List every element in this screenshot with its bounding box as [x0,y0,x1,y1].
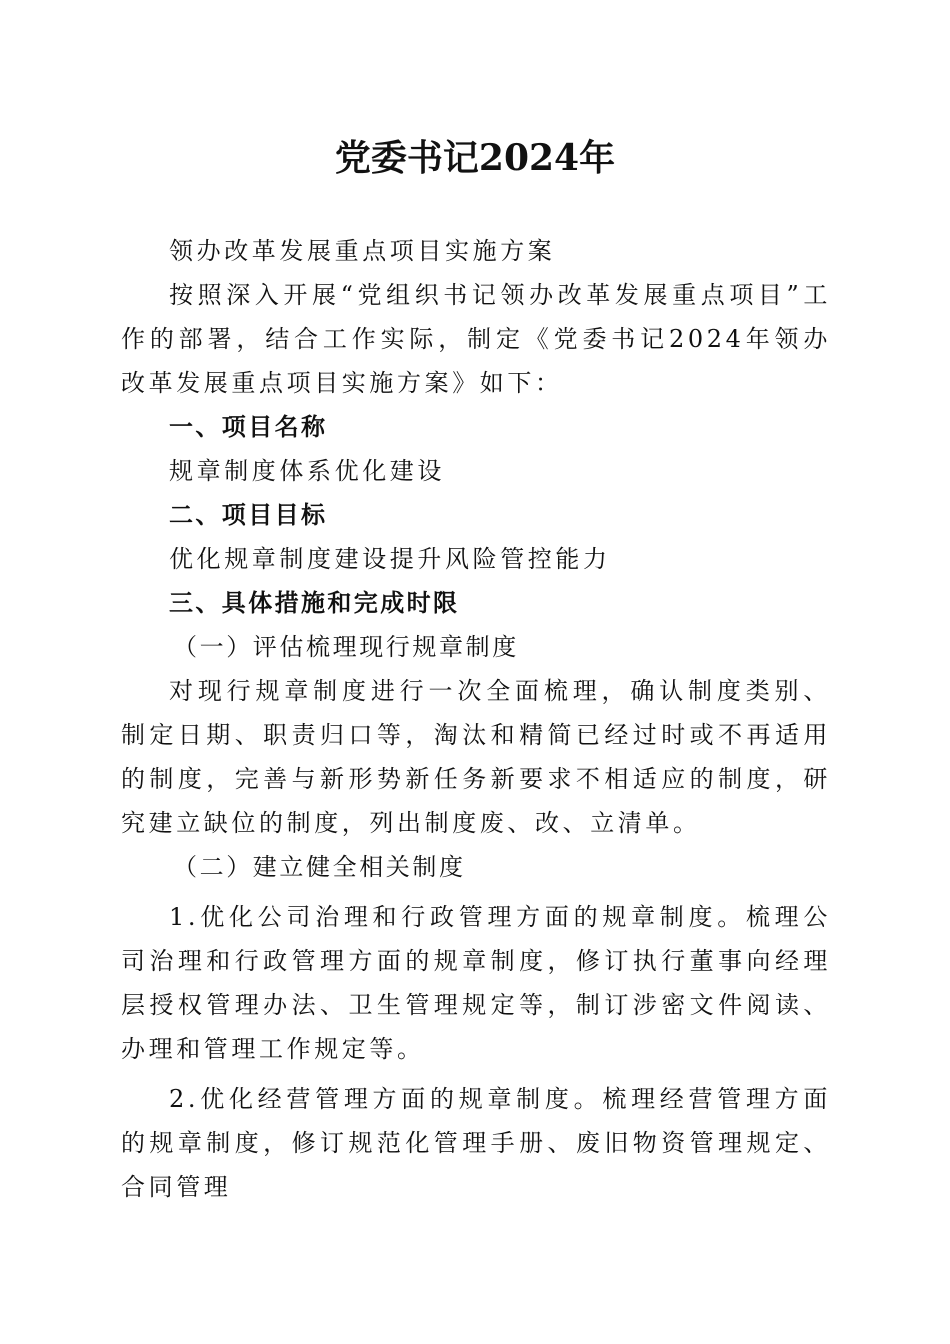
subtitle-paragraph: 领办改革发展重点项目实施方案 [169,237,556,265]
subsection-heading-2: （二）建立健全相关制度 [173,853,466,881]
section-heading-1: 一、项目名称 [169,413,328,441]
evaluation-paragraph: 对现行规章制度进行一次全面梳理，确认制度类别、制定日期、职责归口等，淘汰和精简已经过时或不再适用的制度，完善与新形势新任务新要求不相适应的制度，研究建立缺位的制度，列出制度废、改、立清单。 [121,677,831,837]
section-heading-3: 三、具体措施和完成时限 [169,589,460,617]
project-name-paragraph: 规章制度体系优化建设 [169,457,445,485]
subsection-heading-1: （一）评估梳理现行规章制度 [173,633,519,661]
intro-paragraph: 按照深入开展“党组织书记领办改革发展重点项目”工作的部署，结合工作实际，制定《党委书记2024年领办改革发展重点项目实施方案》如下： [121,281,831,397]
item-2-paragraph: 2.优化经营管理方面的规章制度。梳理经营管理方面的规章制度，修订规范化管理手册、废旧物资管理规定、合同管理 [121,1085,831,1201]
document-title: 党委书记2024年 [334,137,616,179]
section-heading-2: 二、项目目标 [169,501,328,529]
document-body [121,229,831,1209]
item-1-paragraph: 1.优化公司治理和行政管理方面的规章制度。梳理公司治理和行政管理方面的规章制度，修订执行董事向经理层授权管理办法、卫生管理规定等，制订涉密文件阅读、办理和管理工作规定等。 [121,903,831,1063]
project-goal-paragraph: 优化规章制度建设提升风险管控能力 [169,545,611,573]
